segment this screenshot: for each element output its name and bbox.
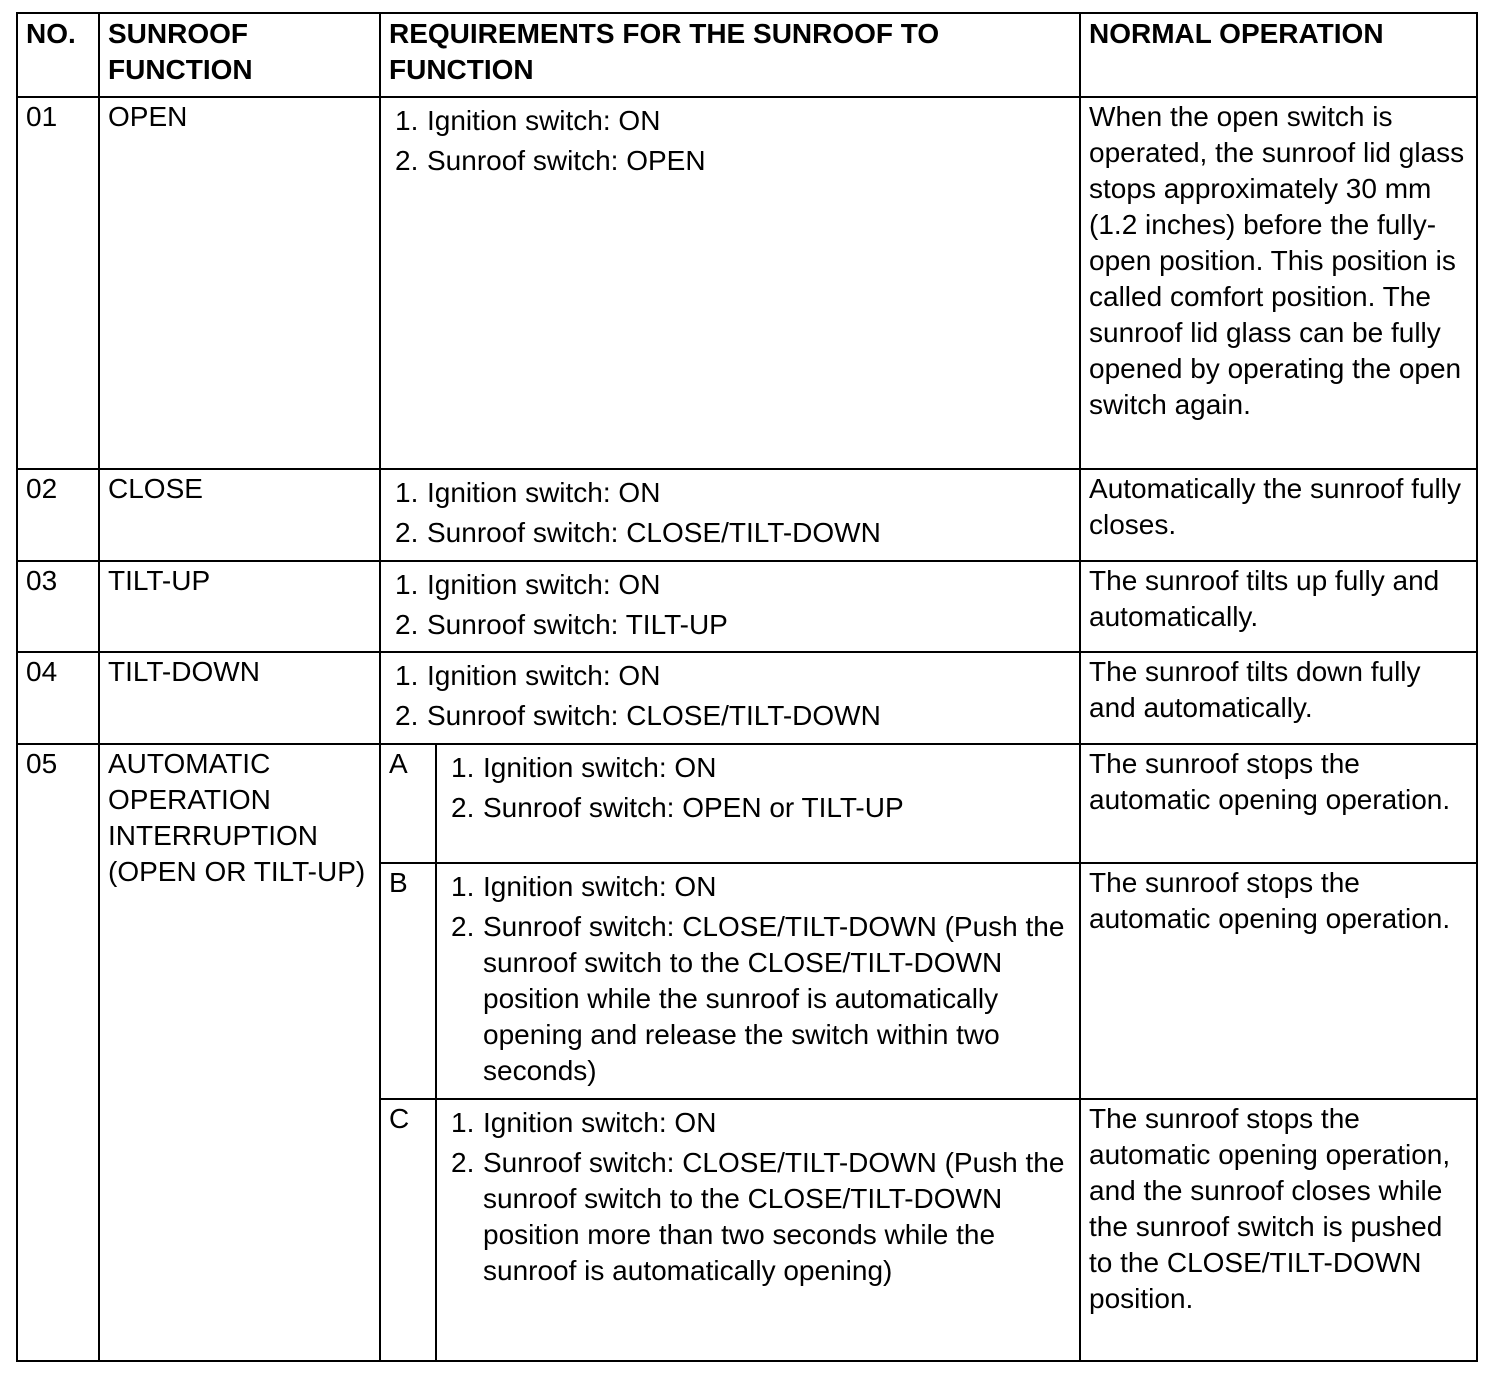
item-text: Sunroof switch: TILT-UP — [427, 609, 728, 640]
row-operation: The sunroof tilts up fully and automatically. — [1080, 561, 1477, 652]
table-row — [17, 469, 1477, 561]
item-text: Sunroof switch: OPEN or TILT-UP — [483, 792, 904, 823]
item-number: 1. — [395, 105, 419, 136]
item-text: Sunroof switch: CLOSE/TILT-DOWN (Push the sunroof switch to the CLOSE/TILT-DOWN position while the sunroof is automatically opening and release the switch within two seconds) — [483, 911, 1065, 1086]
item-text: Ignition switch: ON — [427, 477, 661, 508]
item-number: 2. — [451, 911, 475, 942]
list-item — [389, 103, 1071, 139]
item-number: 2. — [451, 792, 475, 823]
list-item — [445, 750, 1071, 786]
row-operation: The sunroof stops the automatic opening operation. — [1080, 744, 1477, 863]
item-number: 1. — [395, 569, 419, 600]
row-operation: The sunroof tilts down fully and automatically. — [1080, 652, 1477, 744]
row-operation: The sunroof stops the automatic opening operation, and the sunroof closes while the sunroof switch is pushed to the CLOSE/TILT-DOWN position. — [1080, 1099, 1477, 1361]
requirements-list — [445, 869, 1071, 1089]
list-item — [445, 790, 1071, 826]
table-row — [17, 652, 1477, 744]
item-text: Sunroof switch: OPEN — [427, 145, 706, 176]
item-text: Sunroof switch: CLOSE/TILT-DOWN — [427, 517, 881, 548]
list-item — [389, 698, 1071, 734]
item-number: 1. — [451, 1107, 475, 1138]
row-no: 05 — [17, 744, 99, 1361]
list-item — [389, 515, 1071, 551]
row-requirements — [380, 469, 1080, 561]
item-text: Sunroof switch: CLOSE/TILT-DOWN — [427, 700, 881, 731]
item-text: Ignition switch: ON — [427, 105, 661, 136]
header-function: SUNROOF FUNCTION — [99, 13, 380, 97]
item-number: 1. — [451, 752, 475, 783]
list-item — [389, 607, 1071, 643]
item-number: 1. — [395, 477, 419, 508]
table-row — [17, 561, 1477, 652]
row-requirements — [436, 863, 1080, 1099]
row-no: 04 — [17, 652, 99, 744]
item-number: 2. — [395, 700, 419, 731]
sub-case-label: B — [380, 863, 436, 1099]
list-item — [445, 1105, 1071, 1141]
list-item — [445, 869, 1071, 905]
row-function: OPEN — [99, 97, 380, 469]
list-item — [389, 567, 1071, 603]
sunroof-function-table — [16, 12, 1478, 1362]
requirements-list — [389, 567, 1071, 643]
item-number: 2. — [395, 145, 419, 176]
row-operation: Automatically the sunroof fully closes. — [1080, 469, 1477, 561]
item-text: Ignition switch: ON — [427, 660, 661, 691]
list-item — [389, 658, 1071, 694]
sub-case-label: C — [380, 1099, 436, 1361]
requirements-list — [389, 658, 1071, 734]
row-no: 03 — [17, 561, 99, 652]
item-number: 1. — [451, 871, 475, 902]
row-function: CLOSE — [99, 469, 380, 561]
sub-case-label: A — [380, 744, 436, 863]
item-text: Ignition switch: ON — [483, 1107, 717, 1138]
requirements-list — [389, 475, 1071, 551]
row-operation: When the open switch is operated, the sunroof lid glass stops approximately 30 mm (1.2 inches) before the fully-open position. This position is called comfort position. The sunroof lid glass can be fully opened by operating the open switch again. — [1080, 97, 1477, 469]
row-function: AUTOMATIC OPERATION INTERRUPTION (OPEN OR TILT-UP) — [99, 744, 380, 1361]
item-text: Ignition switch: ON — [483, 752, 717, 783]
item-text: Sunroof switch: CLOSE/TILT-DOWN (Push the sunroof switch to the CLOSE/TILT-DOWN position more than two seconds while the sunroof is automatically opening) — [483, 1147, 1065, 1286]
item-number: 2. — [451, 1147, 475, 1178]
header-requirements: REQUIREMENTS FOR THE SUNROOF TO FUNCTION — [380, 13, 1080, 97]
list-item — [389, 475, 1071, 511]
row-function: TILT-UP — [99, 561, 380, 652]
table-row — [17, 744, 1477, 863]
requirements-list — [445, 750, 1071, 826]
list-item — [445, 1145, 1071, 1289]
row-no: 01 — [17, 97, 99, 469]
row-requirements — [380, 652, 1080, 744]
table-header-row — [17, 13, 1477, 97]
row-requirements — [380, 561, 1080, 652]
item-number: 2. — [395, 609, 419, 640]
item-text: Ignition switch: ON — [427, 569, 661, 600]
requirements-list — [445, 1105, 1071, 1289]
list-item — [389, 143, 1071, 179]
requirements-list — [389, 103, 1071, 179]
header-operation: NORMAL OPERATION — [1080, 13, 1477, 97]
item-number: 2. — [395, 517, 419, 548]
row-requirements — [436, 744, 1080, 863]
list-item — [445, 909, 1071, 1089]
row-no: 02 — [17, 469, 99, 561]
item-number: 1. — [395, 660, 419, 691]
row-requirements — [380, 97, 1080, 469]
item-text: Ignition switch: ON — [483, 871, 717, 902]
row-requirements — [436, 1099, 1080, 1361]
header-no: NO. — [17, 13, 99, 97]
row-operation: The sunroof stops the automatic opening operation. — [1080, 863, 1477, 1099]
table-row — [17, 97, 1477, 469]
row-function: TILT-DOWN — [99, 652, 380, 744]
